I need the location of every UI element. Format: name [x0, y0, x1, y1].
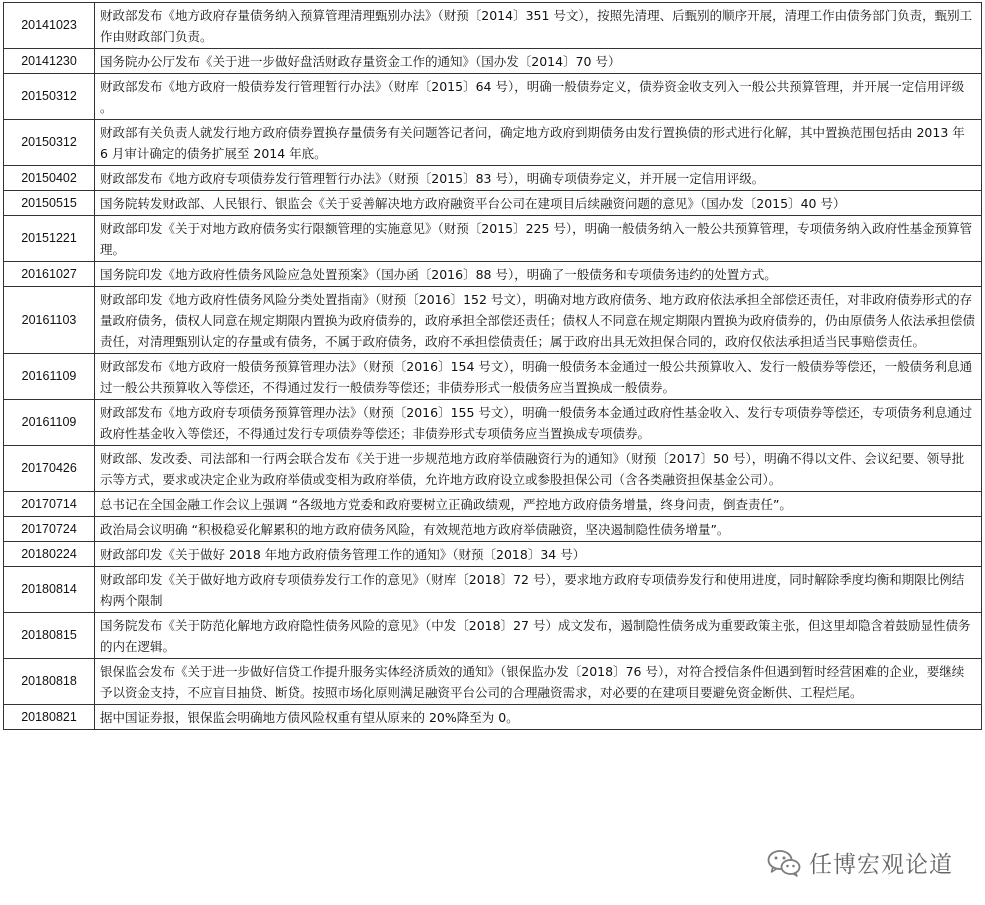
table-row [4, 659, 982, 705]
event-cell: 财政部发布《地方政府专项债务预算管理办法》（财预〔2016〕155 号文），明确一般债务本金通过政府性基金收入、发行专项债券等偿还，专项债务利息通过政府性基金收入等偿还，不得通过发行专项债券等偿还；非债券形式专项债务应当置换成专项债券。 [95, 400, 982, 446]
event-cell: 总书记在全国金融工作会议上强调 “各级地方党委和政府要树立正确政绩观，严控地方政府债务增量，终身问责，倒查责任”。 [95, 492, 982, 517]
table-row [4, 166, 982, 191]
policy-timeline-table [3, 2, 982, 730]
table-row [4, 446, 982, 492]
date-cell: 20170724 [4, 517, 95, 542]
event-cell: 财政部、发改委、司法部和一行两会联合发布《关于进一步规范地方政府举债融资行为的通知》（财预〔2017〕50 号），明确不得以文件、会议纪要、领导批示等方式，要求或决定企业为政府举债或变相为政府举债，允许地方政府设立或参股担保公司（含各类融资担保基金公司）。 [95, 446, 982, 492]
date-cell: 20151221 [4, 216, 95, 262]
event-cell: 国务院印发《地方政府性债务风险应急处置预案》（国办函〔2016〕88 号），明确了一般债务和专项债务违约的处置方式。 [95, 262, 982, 287]
table-row [4, 613, 982, 659]
wechat-watermark [763, 846, 957, 879]
event-cell: 财政部发布《地方政府一般债券发行管理暂行办法》（财库〔2015〕64 号），明确一般债券定义，债券资金收支列入一般公共预算管理，并开展一定信用评级 。 [95, 74, 982, 120]
event-cell: 财政部有关负责人就发行地方政府债券置换存量债务有关问题答记者问，确定地方政府到期债务由发行置换债的形式进行化解，其中置换范围包括由 2013 年 6 月审计确定的债务扩展至 2014 年底。 [95, 120, 982, 166]
table-row [4, 542, 982, 567]
event-cell: 财政部印发《关于做好地方政府专项债券发行工作的意见》（财库〔2018〕72 号），要求地方政府专项债券发行和使用进度，同时解除季度均衡和期限比例结构两个限制 [95, 567, 982, 613]
date-cell: 20150312 [4, 74, 95, 120]
date-cell: 20141230 [4, 49, 95, 74]
event-cell: 银保监会发布《关于进一步做好信贷工作提升服务实体经济质效的通知》（银保监办发〔2018〕76 号），对符合授信条件但遇到暂时经营困难的企业，要继续予以资金支持，不应盲目抽贷、断贷。按照市场化原则满足融资平台公司的合理融资需求，对必要的在建项目要避免资金断供、工程烂尾。 [95, 659, 982, 705]
table-row [4, 191, 982, 216]
event-cell: 国务院转发财政部、人民银行、银监会《关于妥善解决地方政府融资平台公司在建项目后续融资问题的意见》（国办发〔2015〕40 号） [95, 191, 982, 216]
date-cell: 20150402 [4, 166, 95, 191]
date-cell: 20180818 [4, 659, 95, 705]
event-cell: 财政部印发《关于对地方政府债务实行限额管理的实施意见》（财预〔2015〕225 号），明确一般债务纳入一般公共预算管理，专项债务纳入政府性基金预算管理。 [95, 216, 982, 262]
table-row [4, 74, 982, 120]
table-row [4, 354, 982, 400]
event-cell: 财政部发布《地方政府存量债务纳入预算管理清理甄别办法》（财预〔2014〕351 号文），按照先清理、后甄别的顺序开展，清理工作由债务部门负责，甄别工作由财政部门负责。 [95, 3, 982, 49]
event-cell: 据中国证券报，银保监会明确地方债风险权重有望从原来的 20%降至为 0。 [95, 705, 982, 730]
date-cell: 20141023 [4, 3, 95, 49]
date-cell: 20150515 [4, 191, 95, 216]
table-row [4, 287, 982, 354]
table-row [4, 517, 982, 542]
table-row [4, 3, 982, 49]
date-cell: 20170426 [4, 446, 95, 492]
table-row [4, 400, 982, 446]
date-cell: 20180224 [4, 542, 95, 567]
event-cell: 政治局会议明确 “积极稳妥化解累积的地方政府债务风险，有效规范地方政府举债融资，坚决遏制隐性债务增量”。 [95, 517, 982, 542]
wechat-icon [767, 849, 801, 877]
table-row [4, 567, 982, 613]
event-cell: 国务院发布《关于防范化解地方政府隐性债务风险的意见》（中发〔2018〕27 号）成文发布，遏制隐性债务成为重要政策主张，但这里却隐含着鼓励显性债务的内在逻辑。 [95, 613, 982, 659]
date-cell: 20180814 [4, 567, 95, 613]
date-cell: 20161109 [4, 400, 95, 446]
date-cell: 20170714 [4, 492, 95, 517]
date-cell: 20161027 [4, 262, 95, 287]
event-cell: 国务院办公厅发布《关于进一步做好盘活财政存量资金工作的通知》（国办发〔2014〕70 号） [95, 49, 982, 74]
event-cell: 财政部印发《关于做好 2018 年地方政府债务管理工作的通知》（财预〔2018〕34 号） [95, 542, 982, 567]
date-cell: 20150312 [4, 120, 95, 166]
table-row [4, 120, 982, 166]
table-row [4, 49, 982, 74]
date-cell: 20180815 [4, 613, 95, 659]
table-row [4, 216, 982, 262]
date-cell: 20161103 [4, 287, 95, 354]
event-cell: 财政部发布《地方政府一般债务预算管理办法》（财预〔2016〕154 号文），明确一般债务本金通过一般公共预算收入、发行一般债券等偿还，一般债务利息通过一般公共预算收入等偿还，不得通过发行一般债券等偿还；非债券形式一般债务应当置换成一般债券。 [95, 354, 982, 400]
event-cell: 财政部印发《地方政府性债务风险分类处置指南》（财预〔2016〕152 号文），明确对地方政府债务、地方政府依法承担全部偿还责任，对非政府债券形式的存量政府债务，债权人同意在规定期限内置换为政府债券的，政府承担全部偿还责任；债权人不同意在规定期限内置换为政府债券的，仍由原债务人依法承担偿债责任，对清理甄别认定的存量或有债务，不属于政府债务，政府不承担偿债责任；属于政府出具无效担保合同的，政府仅依法承担适当民事赔偿责任。 [95, 287, 982, 354]
table-row [4, 262, 982, 287]
table-row [4, 705, 982, 730]
table-body [4, 3, 982, 730]
date-cell: 20161109 [4, 354, 95, 400]
date-cell: 20180821 [4, 705, 95, 730]
table-row [4, 492, 982, 517]
event-cell: 财政部发布《地方政府专项债券发行管理暂行办法》（财预〔2015〕83 号），明确专项债券定义，并开展一定信用评级。 [95, 166, 982, 191]
watermark-text: 任博宏观论道 [809, 852, 953, 878]
